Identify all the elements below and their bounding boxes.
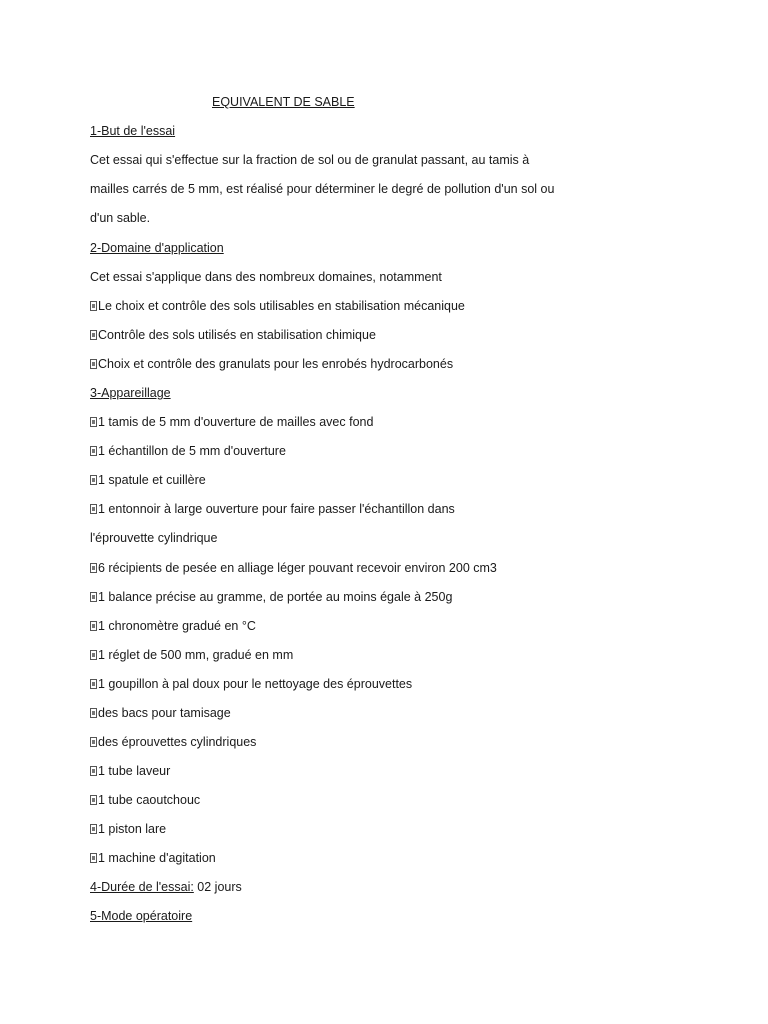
list-item [90, 850, 216, 866]
section-heading-appareillage: 3-Appareillage [90, 386, 171, 400]
bullet-glyph-icon [90, 301, 97, 311]
list-item-text: Choix et contrôle des granulats pour les enrobés hydrocarbonés [98, 357, 454, 371]
list-item [90, 327, 376, 343]
section-heading-mode-operatoire: 5-Mode opératoire [90, 909, 193, 923]
list-item [90, 589, 452, 605]
list-item-continuation: l'éprouvette cylindrique [90, 531, 218, 545]
bullet-glyph-icon [90, 475, 97, 485]
list-item-text: 1 tamis de 5 mm d'ouverture de mailles avec fond [98, 415, 374, 429]
list-item [90, 705, 231, 721]
list-item [90, 618, 256, 634]
list-item-text: Contrôle des sols utilisés en stabilisation chimique [98, 328, 376, 342]
list-item-text: 1 tube laveur [98, 764, 171, 778]
bullet-glyph-icon [90, 621, 97, 631]
bullet-glyph-icon [90, 708, 97, 718]
duration-line [90, 879, 242, 895]
section-heading-duree: 4-Durée de l'essai: [90, 880, 194, 894]
bullet-glyph-icon [90, 563, 97, 573]
list-item-text: 1 goupillon à pal doux pour le nettoyage des éprouvettes [98, 677, 413, 691]
bullet-glyph-icon [90, 766, 97, 776]
paragraph-line: d'un sable. [90, 211, 151, 225]
list-item-text: 1 échantillon de 5 mm d'ouverture [98, 444, 286, 458]
list-item [90, 763, 170, 779]
bullet-glyph-icon [90, 795, 97, 805]
list-item [90, 734, 256, 750]
list-item [90, 676, 412, 692]
list-item [90, 560, 497, 576]
page-title: EQUIVALENT DE SABLE [212, 95, 355, 109]
list-item-text: 1 spatule et cuillère [98, 473, 206, 487]
list-item [90, 356, 453, 372]
bullet-glyph-icon [90, 592, 97, 602]
list-item-text: des bacs pour tamisage [98, 706, 231, 720]
list-item-text: 1 entonnoir à large ouverture pour faire passer l'échantillon dans [98, 502, 455, 516]
paragraph-line: Cet essai qui s'effectue sur la fraction de sol ou de granulat passant, au tamis à [90, 153, 530, 167]
bullet-glyph-icon [90, 504, 97, 514]
duration-value: 02 jours [193, 880, 242, 894]
bullet-glyph-icon [90, 417, 97, 427]
bullet-glyph-icon [90, 824, 97, 834]
list-item-text: 1 piston lare [98, 822, 167, 836]
list-item [90, 821, 166, 837]
list-item [90, 792, 200, 808]
list-item-text: 1 tube caoutchouc [98, 793, 201, 807]
paragraph-line: mailles carrés de 5 mm, est réalisé pour déterminer le degré de pollution d'un sol ou [90, 182, 555, 196]
bullet-glyph-icon [90, 359, 97, 369]
list-item-text: 1 réglet de 500 mm, gradué en mm [98, 648, 294, 662]
paragraph-line: Cet essai s'applique dans des nombreux domaines, notamment [90, 270, 442, 284]
list-item [90, 501, 455, 517]
section-heading-domaine: 2-Domaine d'application [90, 241, 224, 255]
bullet-glyph-icon [90, 737, 97, 747]
list-item [90, 298, 465, 314]
list-item-text: Le choix et contrôle des sols utilisables en stabilisation mécanique [98, 299, 465, 313]
bullet-glyph-icon [90, 679, 97, 689]
list-item [90, 443, 286, 459]
list-item-text: 1 machine d'agitation [98, 851, 216, 865]
list-item [90, 647, 293, 663]
list-item-text: des éprouvettes cylindriques [98, 735, 257, 749]
bullet-glyph-icon [90, 650, 97, 660]
section-heading-but: 1-But de l'essai [90, 124, 176, 138]
list-item [90, 414, 373, 430]
bullet-glyph-icon [90, 853, 97, 863]
list-item-text: 6 récipients de pesée en alliage léger pouvant recevoir environ 200 cm3 [98, 561, 497, 575]
bullet-glyph-icon [90, 330, 97, 340]
list-item [90, 472, 206, 488]
list-item-text: 1 balance précise au gramme, de portée au moins égale à 250g [98, 590, 453, 604]
bullet-glyph-icon [90, 446, 97, 456]
list-item-text: 1 chronomètre gradué en °C [98, 619, 256, 633]
